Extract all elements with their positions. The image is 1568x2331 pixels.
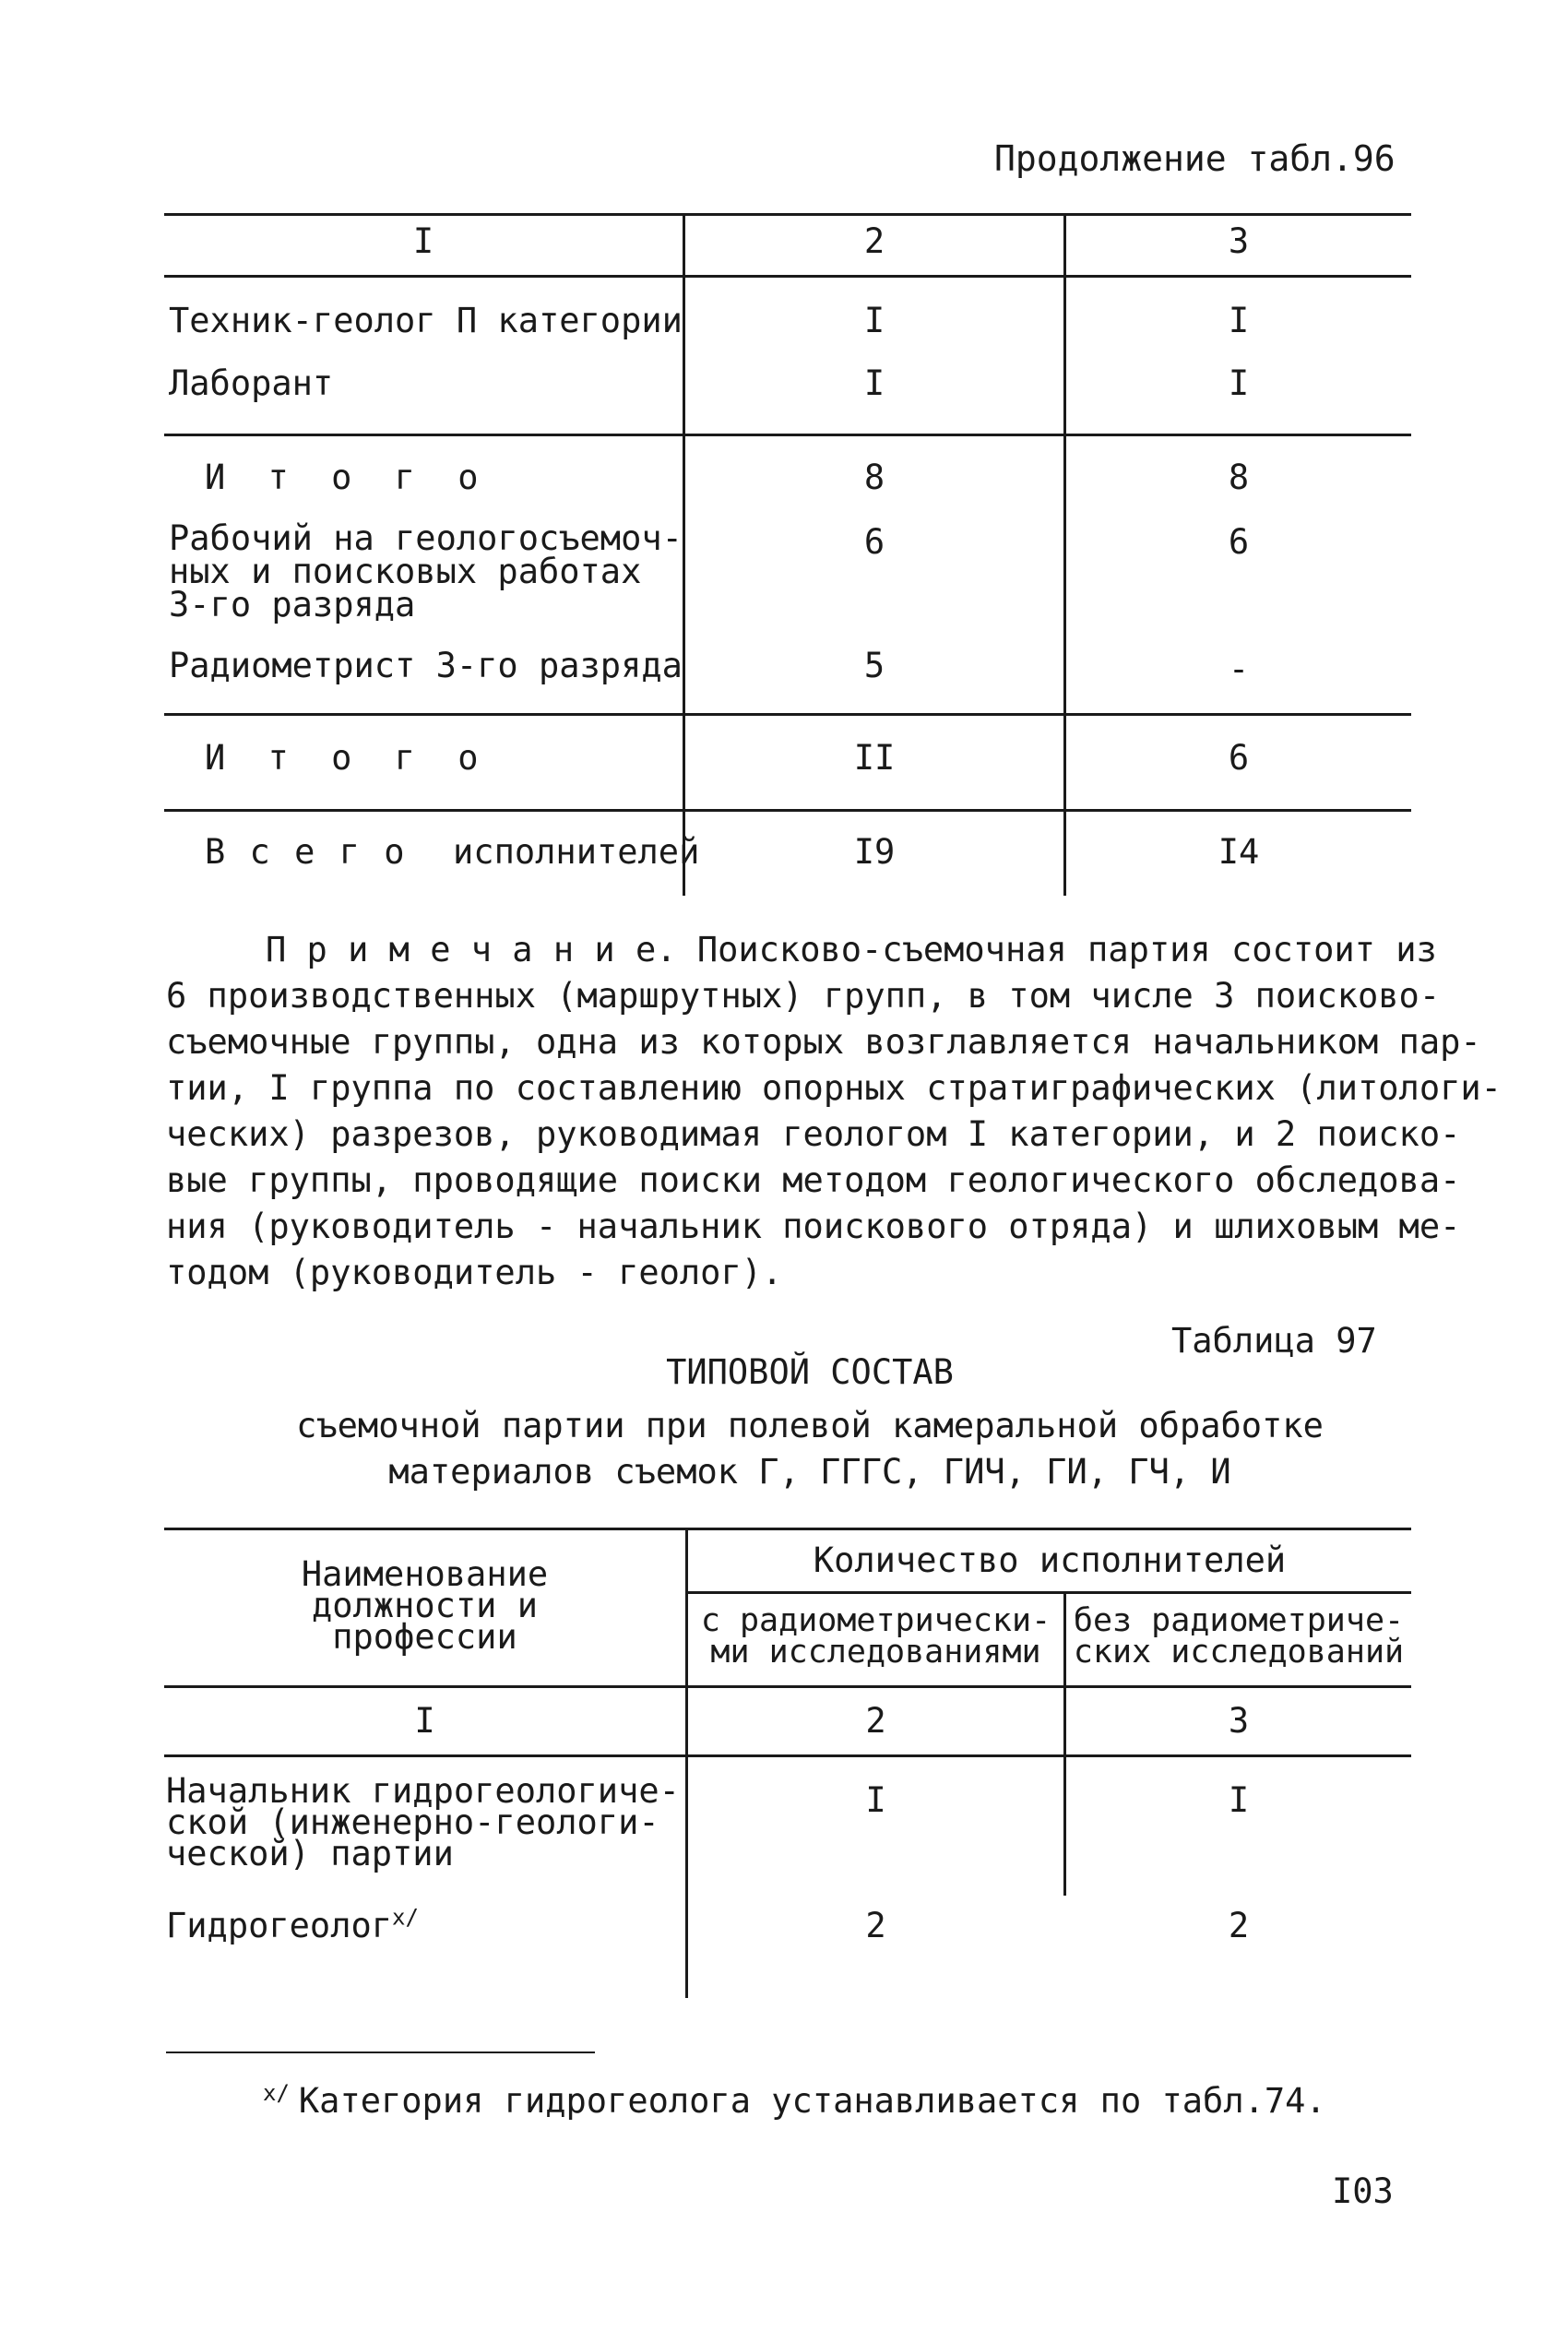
table97-top-rule <box>164 1528 1411 1530</box>
note-line: тии, I группа по составлению опорных стратиграфических (литологи- <box>166 1068 1502 1108</box>
table96-row-c3: 6 <box>1228 522 1250 562</box>
continuation-label: Продолжение табл.96 <box>994 138 1396 179</box>
table96-row-c2: II <box>853 738 896 778</box>
table97-row-name: Начальник гидрогеологиче- ской (инженерно-геологи- ческой) партии <box>166 1771 680 1873</box>
table96-row-c3: - <box>1228 649 1250 689</box>
table97-row-c2: I <box>865 1780 886 1820</box>
table97-subheader-rule <box>688 1591 1411 1594</box>
table97-row-c3: 2 <box>1228 1906 1250 1945</box>
note-line: съемочные группы, одна из которых возглавляется начальником пар- <box>166 1022 1481 1062</box>
note-line: 6 производственных (маршрутных) групп, в том числе 3 поисково- <box>166 976 1441 1016</box>
table97-subtitle-line1: съемочной партии при полевой камеральной обработке <box>296 1406 1324 1445</box>
table96-row-c3: I <box>1228 363 1250 403</box>
table97-colnum-rule <box>164 1754 1411 1757</box>
table96-rule <box>164 434 1411 436</box>
footnote-mark: x/ <box>263 2079 290 2106</box>
table96-rule <box>164 713 1411 716</box>
table97-subtitle-line2: материалов съемок Г, ГГГС, ГИЧ, ГИ, ГЧ, И <box>388 1452 1231 1492</box>
footnote-text: Категория гидрогеолога устанавливается по табл.74. <box>298 2081 1326 2121</box>
table96-row-name: Радиометрист 3-го разряда <box>169 646 683 685</box>
table96-header-rule <box>164 275 1411 278</box>
table96-row-c3: 6 <box>1228 738 1250 778</box>
note-line: вые группы, проводящие поиски методом геологического обследова- <box>166 1160 1461 1200</box>
table96-subtotal-label: И т о г о <box>205 458 490 497</box>
table96-row-c2: 6 <box>863 522 885 562</box>
table96-colnum-2: 2 <box>863 221 885 261</box>
table96-row-c2: I <box>863 301 885 340</box>
table97-row-name <box>166 1906 419 1945</box>
table96-total-label: В с е г о исполнителей <box>205 832 700 872</box>
table96-row-name: Лаборант <box>169 363 334 403</box>
table96-row-c3: I <box>1228 301 1250 340</box>
table97-header-rule <box>164 1685 1411 1688</box>
table96-colnum-1: I <box>412 221 434 261</box>
table96-row-c2: I9 <box>853 832 896 872</box>
table97-title: ТИПОВОЙ СОСТАВ <box>666 1352 954 1392</box>
note-line: ния (руководитель - начальник поискового отряда) и шлиховым ме- <box>166 1207 1461 1246</box>
table96-rule <box>164 809 1411 812</box>
table96-top-rule <box>164 213 1411 216</box>
table96-subtotal-label: И т о г о <box>205 738 490 778</box>
table96-row-name: Техник-геолог П категории <box>169 301 683 340</box>
table97-colnum-1: I <box>414 1701 435 1741</box>
table97-colnum-3: 3 <box>1228 1701 1250 1741</box>
table97-row-c3: I <box>1228 1780 1250 1820</box>
table97-label: Таблица 97 <box>1171 1321 1377 1361</box>
footnote-marker: x/ <box>392 1904 419 1931</box>
table96-colnum-3: 3 <box>1228 221 1250 261</box>
table96-row-c2: I <box>863 363 885 403</box>
table97-header-without-radiometry: без радиометриче- ских исследований <box>1073 1602 1405 1671</box>
table96-row-c3: 8 <box>1228 458 1250 497</box>
table97-row-label: Гидрогеолог <box>166 1906 393 1945</box>
footnote <box>263 2081 1326 2121</box>
page-number: I03 <box>1332 2171 1394 2211</box>
table96-row-name: Рабочий на геологосъемоч- ных и поисковых работах 3-го разряда <box>169 518 683 624</box>
note-label: П р и м е ч а н и е. <box>266 930 677 969</box>
table97-header-with-radiometry: с радиометрически- ми исследованиями <box>700 1602 1051 1671</box>
note-line: ческих) разрезов, руководимая геологом I категории, и 2 поиско- <box>166 1114 1461 1154</box>
table97-header-qty: Количество исполнителей <box>813 1540 1287 1580</box>
table97-colnum-2: 2 <box>865 1701 886 1741</box>
table97-row-c2: 2 <box>865 1906 886 1945</box>
table96-row-c2: 5 <box>863 646 885 685</box>
table97-header-name: Наименование должности и профессии <box>301 1554 549 1657</box>
table96-row-c2: 8 <box>863 458 885 497</box>
table96-row-c3: I4 <box>1218 832 1260 872</box>
note-line: Поисково-съемочная партия состоит из <box>696 930 1437 969</box>
note-first-line <box>266 926 1437 974</box>
footnote-separator <box>166 2052 595 2053</box>
note-line: тодом (руководитель - геолог). <box>166 1253 783 1292</box>
